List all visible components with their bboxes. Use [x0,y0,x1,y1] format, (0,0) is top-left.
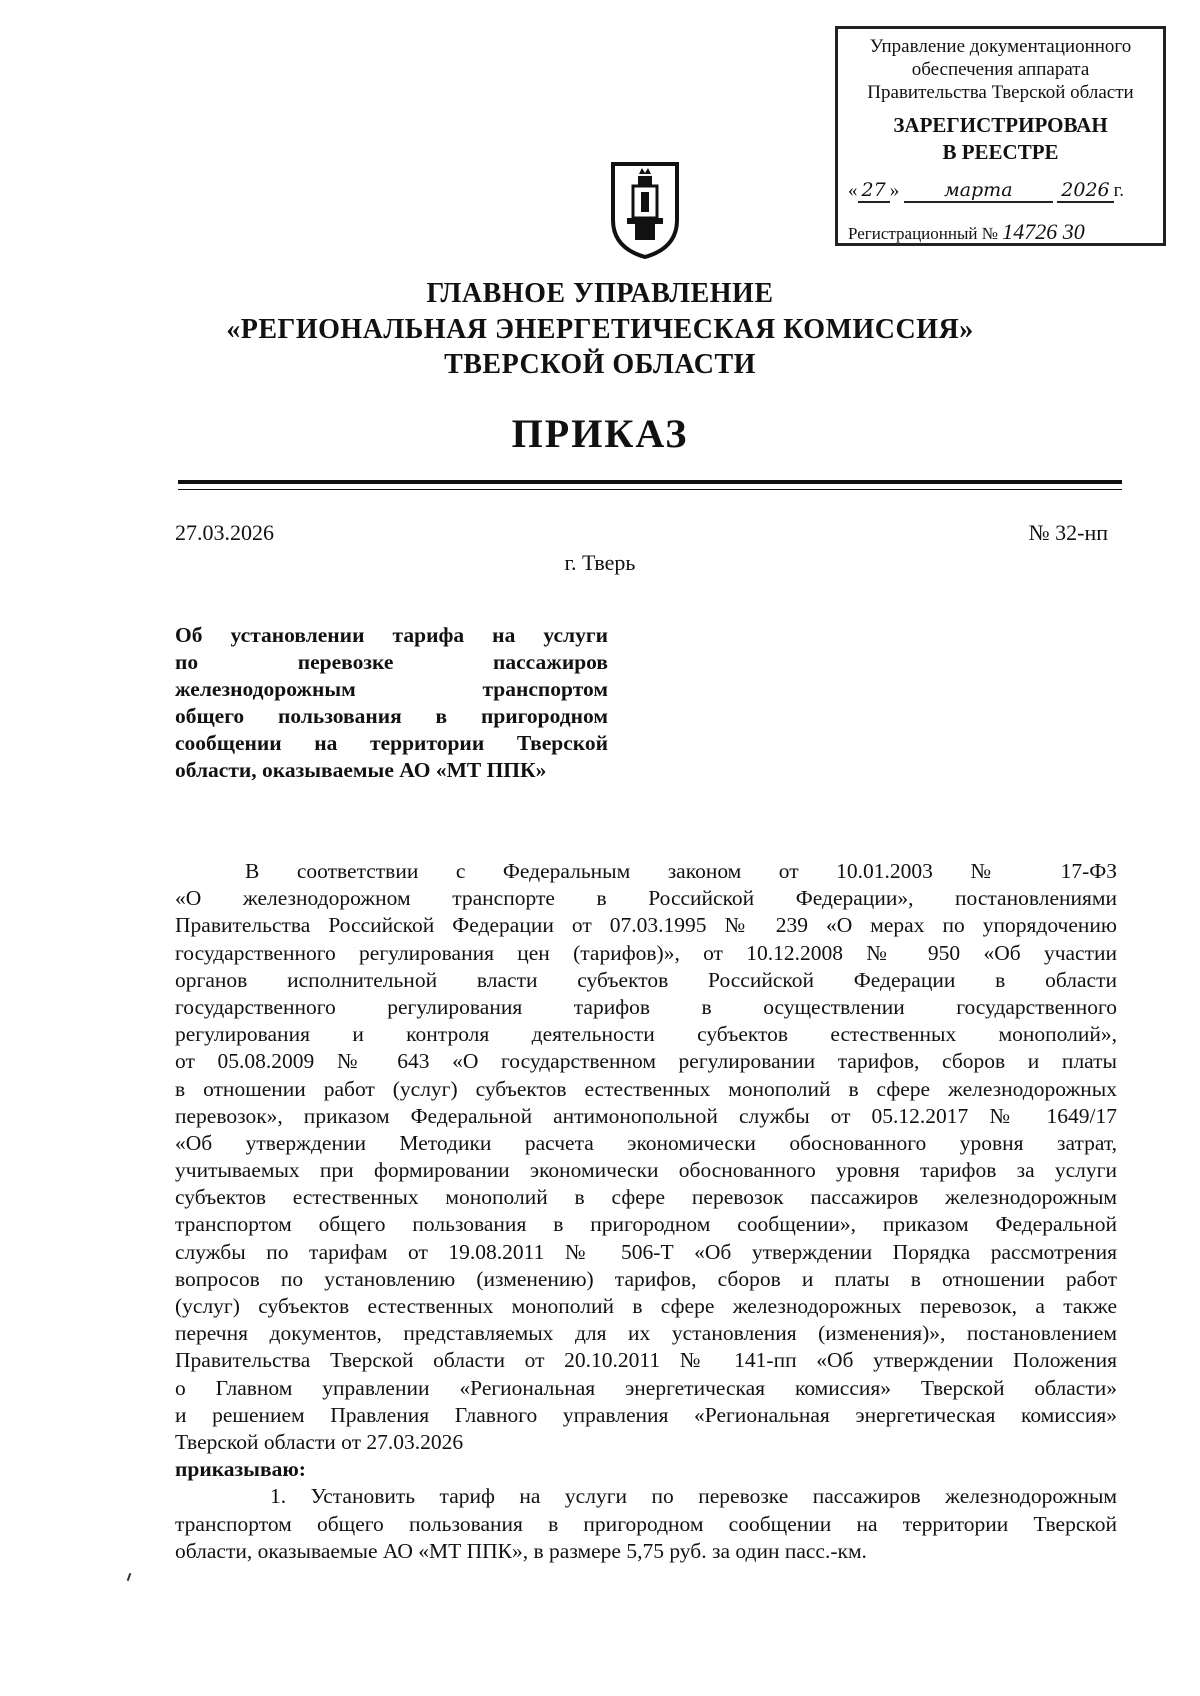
stamp-line-3: Правительства Тверской области [867,82,1134,103]
subject-line: железнодорожным транспортом [175,677,608,701]
body-line: субъектов естественных монополий в сфере перевозок пассажиров железнодорожным [175,1185,1117,1210]
stamp-reg-label: Регистрационный № [848,224,998,243]
stamp-registered-line-2: В РЕЕСТРЕ [942,140,1059,164]
org-line-2: «РЕГИОНАЛЬНАЯ ЭНЕРГЕТИЧЕСКАЯ КОМИССИЯ» [226,314,974,345]
body-line: и решением Правления Главного управления «Региональная энергетическая комиссия» [175,1402,1117,1427]
body-line: Правительства Российской Федерации от 07.03.1995 № 239 «О мерах по упорядочению [175,913,1117,938]
body-line: В соответствии с Федеральным законом от 10.01.2003 № 17-ФЗ [245,859,1117,883]
body-line: «О железнодорожном транспорте в Российской Федерации», постановлениями [175,886,1117,911]
body-line: в отношении работ (услуг) субъектов естественных монополий в сфере железнодорожных [175,1076,1117,1101]
stamp-registered-line-1: ЗАРЕГИСТРИРОВАН [893,113,1108,137]
stamp-date: « 27 » марта 2026 г. [848,179,1125,201]
order-word: приказываю: [175,1457,306,1482]
document-date: 27.03.2026 [175,520,274,545]
org-line-3: ТВЕРСКОЙ ОБЛАСТИ [444,349,756,380]
subject-line: области, оказываемые АО «МТ ППК» [175,758,547,782]
stamp-date-day: 27 [858,179,890,203]
body-line: государственного регулирования тарифов в осуществлении государственного [175,994,1117,1019]
coat-of-arms-icon [605,160,685,260]
document-number: № 32-нп [1028,520,1108,545]
document-title: ПРИКАЗ [511,411,689,456]
body-line: Правительства Тверской области от 20.10.2011 № 141-пп «Об утверждении Положения [175,1348,1117,1373]
document-subject [175,622,608,784]
scan-mark [127,1573,132,1581]
body-line: регулирования и контроля деятельности субъектов естественных монополий», [175,1022,1117,1047]
item-1-line: 1. Установить тариф на услуги по перевозке пассажиров железнодорожным [270,1484,1117,1509]
org-line-1: ГЛАВНОЕ УПРАВЛЕНИЕ [426,278,774,309]
body-line: «Об утверждении Методики расчета экономически обоснованного уровня затрат, [175,1130,1117,1155]
body-line: государственного регулирования цен (тарифов)», от 10.12.2008 № 950 «Об участии [175,940,1117,965]
body-line: (услуг) субъектов естественных монополий в сфере железнодорожных перевозок, а также [175,1294,1117,1318]
stamp-registered [838,112,1163,166]
header-divider-thin [178,489,1122,490]
body-line: учитываемых при формировании экономически обоснованного уровня тарифов за услуги [175,1158,1117,1183]
stamp-reg-value: 14726 30 [1002,219,1085,244]
body-line: службы по тарифам от 19.08.2011 № 506-Т «Об утверждении Порядка рассмотрения [175,1239,1117,1264]
item-1-line: области, оказываемые АО «МТ ППК», в размере 5,75 руб. за один пасс.-км. [175,1538,867,1563]
registration-stamp [835,26,1166,246]
document-body [175,858,1117,1565]
stamp-reg-number [848,219,1085,245]
subject-line: Об установлении тарифа на услуги [175,623,608,647]
body-line: транспортом общего пользования в пригородном сообщении», приказом Федеральной [175,1212,1117,1237]
stamp-department [838,35,1163,104]
header-divider-thick [178,480,1122,484]
stamp-line-2: обеспечения аппарата [911,59,1090,80]
body-line: Тверской области от 27.03.2026 [175,1429,464,1454]
subject-line: сообщении на территории Тверской [175,731,608,755]
body-line: перевозок», приказом Федеральной антимонопольной службы от 05.12.2017 № 1649/17 [175,1103,1117,1128]
body-line: вопросов по установлению (изменению) тарифов, сборов и платы в отношении работ [175,1266,1117,1291]
stamp-date-month: марта [904,179,1053,203]
item-1-line: транспортом общего пользования в пригородном сообщении на территории Тверской [175,1511,1117,1536]
document-city: г. Тверь [564,550,636,575]
body-line: от 05.08.2009 № 643 «О государственном регулировании тарифов, сборов и платы [175,1049,1117,1074]
stamp-date-year: 2026 [1057,179,1113,203]
body-line: о Главном управлении «Региональная энергетическая комиссия» Тверской области» [175,1375,1117,1400]
subject-line: по перевозке пассажиров [175,650,608,674]
body-line: органов исполнительной власти субъектов Российской Федерации в области [175,967,1117,992]
body-line: перечня документов, представляемых для их установления (изменения)», постановлением [175,1321,1117,1346]
subject-line: общего пользования в пригородном [175,704,608,728]
stamp-line-1: Управление документационного [869,36,1132,57]
